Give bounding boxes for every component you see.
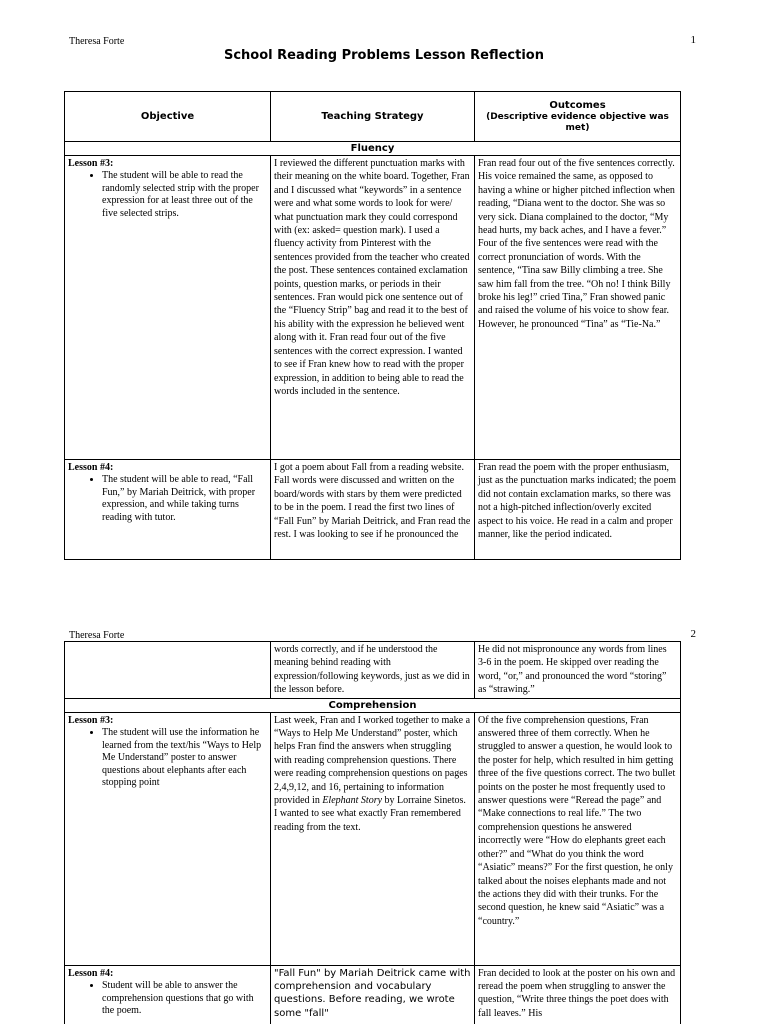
comp-lesson-3-objective-cell xyxy=(65,712,271,965)
lesson-label: Lesson #3: xyxy=(68,714,114,726)
continued-objective-cell xyxy=(65,642,271,699)
comp-lesson-4-outcome-cell: Fran decided to look at the poster on his own and reread the poem when struggling to answer the question, “Write three things the poet does with fall leaves.” His xyxy=(475,965,681,1024)
lesson-table-page-1 xyxy=(64,91,681,560)
comp-lesson-3-outcome-cell: Of the five comprehension questions, Fran answered three of them correctly. When he struggled to answer a question, he would look to the poster for help, which resulted in him getting three of the five questions correct. The two bullet points on the poster he most frequently used to answer questions were “Reread the page” and “Make connections to real life.” The two comprehension questions he answered incorrectly were “How do elephants greet each other?” and “What do you think the word “Asiatic” means?” For the first question, he only talked about the noises elephants made and not the actions they did with their trunks. For the second question, he knew said “Asiatic” was a “country.” xyxy=(475,712,681,965)
lesson-3-strategy-cell: I reviewed the different punctuation marks with their meaning on the white board. Together, Fran and I discussed what “keywords” in a sentence were and what some words to look for were/ what punctuation mark they could correspond with (ex: asked= question mark). I used a fluency activity from Pinterest with the sentences provided from the teacher who created the post. These sentences contained exclamation points, question marks, or periods in their sentences. Fran would pick one sentence out of the “Fluency Strip” bag and read it to the best of his ability with the expression he believed went along with it. Fran read four out of the five sentences with the correct expression. I wanted to see if Fran knew how to read with the proper expression, in addition to being able to read the words included in the sentence. xyxy=(271,156,475,460)
page-2-author: Theresa Forte xyxy=(69,630,125,641)
section-comprehension: Comprehension xyxy=(65,698,681,712)
strategy-header: Teaching Strategy xyxy=(271,92,475,142)
document-title: School Reading Problems Lesson Reflection xyxy=(223,48,544,63)
page-1-author: Theresa Forte xyxy=(69,36,125,47)
page-1-number: 1 xyxy=(690,34,696,46)
page-2 xyxy=(0,626,768,1024)
lesson-table-page-2 xyxy=(64,641,681,1024)
objective-header: Objective xyxy=(65,92,271,142)
objective-text: • Student will be able to answer the comprehension questions that go with the poem. xyxy=(102,980,267,1018)
continued-outcome-cell: He did not mispronounce any words from lines 3-6 in the poem. He skipped over reading the word, “or,” and pronounced the word “storing” as “strawing.” xyxy=(475,642,681,699)
section-fluency: Fluency xyxy=(65,142,681,156)
lesson-4-objective-cell xyxy=(65,460,271,560)
outcomes-header-title: Outcomes xyxy=(549,99,606,111)
comp-lesson-4-objective-cell xyxy=(65,965,271,1024)
lesson-label: Lesson #3: xyxy=(68,158,114,169)
lesson-3-outcome-cell: Fran read four out of the five sentences correctly. His voice remained the same, as opposed to having a whine or higher pitched inflection when reading, “Diana went to the doctor. She was so very sick. Diana complained to the doctor, “My head hurts, my back aches, and I have a fever.” Four of the five sentences were read with the correct pronunciation of words. With the sentence, “Tina saw Billy climbing a tree. She saw him fall from the tree. “Oh no! I think Billy broke his leg!” cried Tina,” Fran showed panic and raised the volume of his voice to show fear. However, he pronounced “Tina” as “Tie-Na.” xyxy=(475,156,681,460)
outcomes-header-sub: (Descriptive evidence objective was met) xyxy=(486,112,669,134)
lesson-label: Lesson #4: xyxy=(68,967,114,979)
strategy-text-b: by Lorraine Sinetos. I wanted to see what exactly Fran remembered reading from the text. xyxy=(274,795,466,833)
strategy-text-a: Last week, Fran and I worked together to make a “Ways to Help Me Understand” poster, which helps Fran find the answers when struggling with reading comprehension questions. There were reading comprehension questions on pages 2,4,9,12, and 16, pertaining to information provided in xyxy=(274,714,471,807)
comp-lesson-4-strategy-cell: "Fall Fun" by Mariah Deitrick came with comprehension and vocabulary questions. Before reading, we wrote some "fall" xyxy=(271,965,475,1024)
comp-lesson-3-strategy-cell xyxy=(271,712,475,965)
lesson-4-strategy-cell: I got a poem about Fall from a reading website. Fall words were discussed and written on the board/words with stars by them were predicted to be in the poem. I read the first two lines of “Fall Fun” by Mariah Deitrick, and Fran read the rest. I was looking to see if he pronounced the xyxy=(271,460,475,560)
page-2-number: 2 xyxy=(690,628,696,640)
outcomes-header xyxy=(475,92,681,142)
objective-text: • The student will be able to read the randomly selected strip with the proper expression for at least three out of the five selected strips. xyxy=(102,170,267,220)
lesson-4-outcome-cell: Fran read the poem with the proper enthusiasm, just as the punctuation marks indicated; the poem did not contain exclamation marks, so there was not a high-pitched inflection/overly excited aspect to his voice. He read in a calm and proper manner, like the period indicated. xyxy=(475,460,681,560)
lesson-label: Lesson #4: xyxy=(68,462,114,473)
book-title: Elephant Story xyxy=(322,795,383,807)
objective-text: • The student will be able to read, “Fall Fun,” by Mariah Deitrick, with proper expression, and while taking turns reading with tutor. xyxy=(102,474,267,524)
objective-text: • The student will use the information he learned from the text/his “Ways to Help Me Understand” poster to answer questions about elephants after each stopping point xyxy=(102,727,267,790)
lesson-3-objective-cell xyxy=(65,156,271,460)
page-gap xyxy=(0,563,768,633)
continued-strategy-cell: words correctly, and if he understood the meaning behind reading with expression/following keywords, just as we did in the lesson before. xyxy=(271,642,475,699)
